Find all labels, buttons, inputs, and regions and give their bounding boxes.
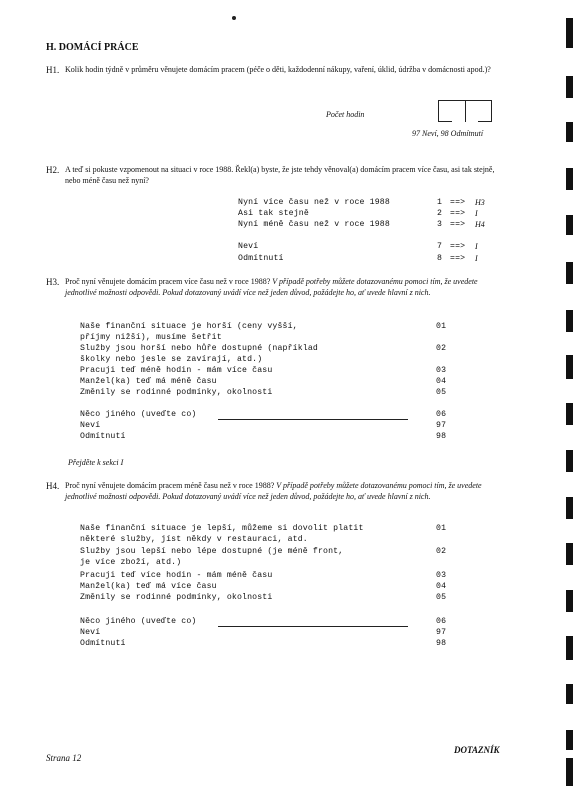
h4-dk-code: 97 — [436, 628, 447, 637]
h3-option-code: 05 — [436, 388, 447, 397]
h3-dk-code: 97 — [436, 421, 447, 430]
h3-option-code: 03 — [436, 366, 447, 375]
h2-number: H2. — [46, 165, 60, 175]
h4-option-label[interactable]: Manžel(ka) teď má více času — [80, 582, 217, 591]
h2-option-label[interactable]: Neví — [238, 242, 259, 251]
h3-question-instruction: V případě potřeby můžete dotazovanému pomoci tím, že uvedete jednotlivé možnosti odpovědi. Pokud dotazovaný uvádí více než jeden důvod, požádejte ho, ať uvede hlavní z nich. — [65, 277, 478, 297]
h2-option-label[interactable]: Nyní méně času než v roce 1988 — [238, 220, 390, 229]
h3-other-code: 06 — [436, 410, 447, 419]
h2-option-label[interactable]: Asi tak stejně — [238, 209, 309, 218]
h2-option-goto: I — [475, 209, 478, 218]
h4-option-code: 05 — [436, 593, 447, 602]
h3-option-code: 02 — [436, 344, 447, 353]
h3-number: H3. — [46, 277, 60, 287]
h2-option-code: 3 — [437, 220, 443, 229]
h3-refused-label[interactable]: Odmítnutí — [80, 432, 126, 441]
footer-page-number: Strana 12 — [46, 753, 82, 763]
h4-option-code: 01 — [436, 524, 447, 533]
h3-question-plain: Proč nyní věnujete domácím pracem více času než v roce 1988? — [65, 277, 271, 286]
h1-field-label: Počet hodin — [326, 110, 365, 119]
h4-refused-label[interactable]: Odmítnutí — [80, 639, 126, 648]
h2-option-arrow: ==> — [450, 254, 466, 263]
h4-other-code: 06 — [436, 617, 447, 626]
h2-option-code: 2 — [437, 209, 443, 218]
h2-option-goto: I — [475, 254, 478, 263]
h2-option-arrow: ==> — [450, 209, 466, 218]
h4-option-code: 04 — [436, 582, 447, 591]
h1-question: Kolik hodin týdně v průměru věnujete domácím pracem (péče o děti, každodenní nákupy, vaření, úklid, údržba v domácnosti apod.)? — [65, 65, 491, 74]
h4-option-code: 03 — [436, 571, 447, 580]
h4-option-label[interactable]: Změnily se rodinné podmínky, okolnosti — [80, 593, 273, 602]
h2-option-code: 8 — [437, 254, 443, 263]
h1-number: H1. — [46, 65, 60, 75]
h3-option-label[interactable]: Manžel(ka) teď má méně času — [80, 377, 217, 386]
h2-option-arrow: ==> — [450, 242, 466, 251]
h4-question-instruction: V případě potřeby můžete dotazovanému pomoci tím, že uvedete jednotlivé možnosti odpovědi. Pokud dotazovaný uvádí více než jeden důvod, požádejte ho, ať uvede hlavní z nich. — [65, 481, 482, 501]
h3-dk-label[interactable]: Neví — [80, 421, 101, 430]
h3-refused-code: 98 — [436, 432, 447, 441]
h4-option-label[interactable]: Naše finanční situace je lepší, můžeme si dovolit platit některé služby, jíst někdy v restauraci, atd. — [80, 524, 364, 545]
footer-document-title: DOTAZNÍK — [454, 745, 500, 755]
h3-option-code: 04 — [436, 377, 447, 386]
h4-question — [65, 480, 510, 502]
h3-skip-instruction: Přejděte k sekci I — [68, 458, 124, 467]
h2-option-goto: H3 — [475, 198, 485, 207]
h4-question-plain: Proč nyní věnujete domácím pracem méně času než v roce 1988? — [65, 481, 275, 490]
h3-question — [65, 276, 510, 298]
h4-refused-code: 98 — [436, 639, 447, 648]
h4-other-label: Něco jiného (uveďte co) — [80, 617, 197, 626]
h2-question: A teď si pokuste vzpomenout na situaci v roce 1988. Řekl(a) byste, že jste tehdy věnoval(a) domácím pracem více času, asi tak stejně, nebo méně času než nyní? — [65, 165, 495, 185]
h3-other-label: Něco jiného (uveďte co) — [80, 410, 197, 419]
h4-option-label[interactable]: Služby jsou lepší nebo lépe dostupné (je méně front, je více zboží, atd.) — [80, 547, 344, 568]
h4-option-code: 02 — [436, 547, 447, 556]
h2-option-arrow: ==> — [450, 220, 466, 229]
punch-dot — [232, 16, 236, 20]
h2-option-label[interactable]: Nyní více času než v roce 1988 — [238, 198, 390, 207]
section-title: H. DOMÁCÍ PRÁCE — [46, 42, 139, 53]
h3-option-label[interactable]: Změnily se rodinné podmínky, okolnosti — [80, 388, 273, 397]
h2-option-label[interactable]: Odmítnutí — [238, 254, 284, 263]
h2-option-goto: H4 — [475, 220, 485, 229]
h1-note: 97 Neví, 98 Odmítnutí — [412, 129, 484, 138]
h3-option-code: 01 — [436, 322, 447, 331]
h4-dk-label[interactable]: Neví — [80, 628, 101, 637]
h3-option-label[interactable]: Pracuji teď méně hodin - mám více času — [80, 366, 273, 375]
h2-option-code: 7 — [437, 242, 443, 251]
h4-option-label[interactable]: Pracuji teď více hodin - mám méně času — [80, 571, 273, 580]
h4-number: H4. — [46, 481, 60, 491]
hours-input-box[interactable] — [438, 100, 492, 122]
h2-option-code: 1 — [437, 198, 443, 207]
h4-other-input[interactable] — [218, 626, 408, 627]
h2-option-arrow: ==> — [450, 198, 466, 207]
h2-option-goto: I — [475, 242, 478, 251]
h3-option-label[interactable]: Služby jsou horší nebo hůře dostupné (například školky nebo jesle se zavírají, atd.) — [80, 344, 318, 365]
h3-option-label[interactable]: Naše finanční situace je horší (ceny vyšší, příjmy nižší), musíme šetřit — [80, 322, 298, 343]
h3-other-input[interactable] — [218, 419, 408, 420]
